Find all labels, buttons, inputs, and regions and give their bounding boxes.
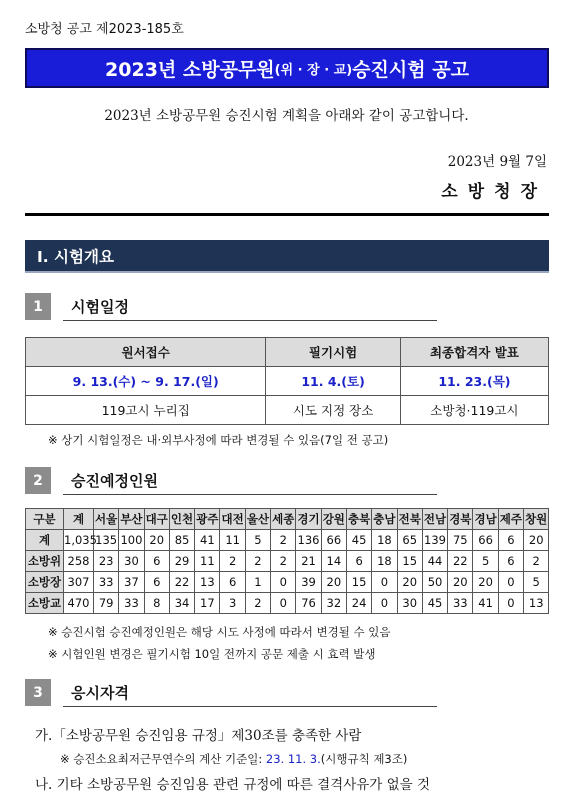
table-header: 원서접수 <box>26 338 266 367</box>
eligibility-note <box>60 751 407 767</box>
note-text: ※ 승진소요최저근무연수의 계산 기준일: <box>60 752 266 766</box>
table-cell: 6 <box>498 530 523 551</box>
announcement-date: 2023년 9월 7일 <box>447 154 547 170</box>
divider <box>25 213 549 216</box>
table-cell: 24 <box>346 593 371 614</box>
table-cell: 6 <box>144 572 169 593</box>
table-cell: 5 <box>524 572 549 593</box>
table-cell: 33 <box>119 593 144 614</box>
personnel-note: ※ 승진시험 승진예정인원은 해당 시도 사정에 따라서 변경될 수 있음 <box>48 625 391 639</box>
table-cell: 2 <box>271 530 296 551</box>
table-cell: 34 <box>169 593 194 614</box>
table-cell: 2 <box>524 551 549 572</box>
table-header: 경북 <box>448 509 473 530</box>
table-cell: 0 <box>372 593 397 614</box>
table-cell: 119고시 누리집 <box>26 396 266 425</box>
table-cell: 79 <box>94 593 119 614</box>
personnel-note: ※ 시험인원 변경은 필기시험 10일 전까지 공문 제출 시 효력 발생 <box>48 647 376 661</box>
table-cell: 37 <box>119 572 144 593</box>
table-cell: 41 <box>473 593 498 614</box>
table-cell: 139 <box>422 530 447 551</box>
subsection-label: 응시자격 <box>71 684 129 702</box>
table-cell: 18 <box>372 551 397 572</box>
subsection-label: 승진예정인원 <box>71 472 158 490</box>
subsection-underline <box>63 320 437 321</box>
table-cell: 470 <box>64 593 94 614</box>
table-cell: 11. 23.(목) <box>400 367 548 396</box>
row-header: 소방장 <box>26 572 64 593</box>
subsection-heading-personnel <box>25 467 158 494</box>
table-cell: 3 <box>220 593 245 614</box>
table-cell: 11. 4.(토) <box>266 367 400 396</box>
row-header: 계 <box>26 530 64 551</box>
subsection-underline <box>63 706 437 707</box>
table-header: 서울 <box>94 509 119 530</box>
row-header: 소방교 <box>26 593 64 614</box>
issuing-agency: 소방청장 <box>441 182 547 202</box>
table-cell: 135 <box>94 530 119 551</box>
table-cell: 32 <box>321 593 346 614</box>
table-cell: 14 <box>321 551 346 572</box>
table-header: 충북 <box>346 509 371 530</box>
table-cell: 8 <box>144 593 169 614</box>
page-title <box>25 48 549 88</box>
subsection-underline <box>63 494 437 495</box>
table-cell: 2 <box>220 551 245 572</box>
table-header: 제주 <box>498 509 523 530</box>
table-cell: 30 <box>397 593 422 614</box>
table-cell: 22 <box>169 572 194 593</box>
section-heading: Ⅰ. 시험개요 <box>25 240 549 273</box>
table-cell: 0 <box>498 593 523 614</box>
table-cell: 1 <box>245 572 270 593</box>
table-cell: 20 <box>321 572 346 593</box>
table-cell: 0 <box>271 572 296 593</box>
table-header: 최종합격자 발표 <box>400 338 548 367</box>
table-cell: 1,035 <box>64 530 94 551</box>
table-cell: 20 <box>397 572 422 593</box>
table-header: 울산 <box>245 509 270 530</box>
table-header: 대구 <box>144 509 169 530</box>
subsection-heading-eligibility <box>25 679 129 706</box>
table-header: 창원 <box>524 509 549 530</box>
table-cell: 45 <box>422 593 447 614</box>
table-cell: 100 <box>119 530 144 551</box>
subsection-number: 1 <box>25 293 51 320</box>
table-cell: 39 <box>296 572 321 593</box>
table-header: 구분 <box>26 509 64 530</box>
table-row <box>26 572 549 593</box>
table-row <box>26 551 549 572</box>
table-cell: 2 <box>271 551 296 572</box>
table-header: 필기시험 <box>266 338 400 367</box>
table-cell: 6 <box>346 551 371 572</box>
table-header: 전남 <box>422 509 447 530</box>
table-cell: 6 <box>220 572 245 593</box>
table-cell: 66 <box>321 530 346 551</box>
table-cell: 6 <box>144 551 169 572</box>
table-header: 광주 <box>195 509 220 530</box>
table-cell: 307 <box>64 572 94 593</box>
table-cell: 50 <box>422 572 447 593</box>
table-cell: 20 <box>448 572 473 593</box>
subsection-heading-schedule <box>25 293 129 320</box>
table-row <box>26 530 549 551</box>
table-header: 세종 <box>271 509 296 530</box>
subsection-number: 2 <box>25 467 51 494</box>
table-header: 대전 <box>220 509 245 530</box>
note-text: (시행규칙 제3조) <box>320 752 408 766</box>
table-cell: 5 <box>473 551 498 572</box>
table-cell: 5 <box>245 530 270 551</box>
table-header: 충남 <box>372 509 397 530</box>
table-cell: 2 <box>245 593 270 614</box>
table-header: 강원 <box>321 509 346 530</box>
table-cell: 6 <box>498 551 523 572</box>
eligibility-item-a: 가.「소방공무원 승진임용 규정」제30조를 충족한 사람 <box>35 728 362 744</box>
table-cell: 20 <box>473 572 498 593</box>
table-cell: 0 <box>372 572 397 593</box>
table-cell: 258 <box>64 551 94 572</box>
note-date: 23. 11. 3. <box>265 752 321 766</box>
table-cell: 15 <box>397 551 422 572</box>
table-cell: 13 <box>195 572 220 593</box>
eligibility-item-b: 나. 기타 소방공무원 승진임용 관련 규정에 따른 결격사유가 없을 것 <box>35 777 431 793</box>
table-header: 경기 <box>296 509 321 530</box>
table-cell: 0 <box>271 593 296 614</box>
table-cell: 0 <box>498 572 523 593</box>
table-cell: 76 <box>296 593 321 614</box>
table-cell: 85 <box>169 530 194 551</box>
table-cell: 30 <box>119 551 144 572</box>
subsection-number: 3 <box>25 679 51 706</box>
table-header: 인천 <box>169 509 194 530</box>
table-cell: 9. 13.(수) ~ 9. 17.(일) <box>26 367 266 396</box>
personnel-table <box>25 508 549 614</box>
table-cell: 29 <box>169 551 194 572</box>
table-cell: 소방청·119고시 <box>400 396 548 425</box>
intro-text: 2023년 소방공무원 승진시험 계획을 아래와 같이 공고합니다. <box>104 108 469 124</box>
table-header: 계 <box>64 509 94 530</box>
table-cell: 22 <box>448 551 473 572</box>
table-cell: 65 <box>397 530 422 551</box>
table-cell: 75 <box>448 530 473 551</box>
table-header: 전북 <box>397 509 422 530</box>
table-cell: 11 <box>220 530 245 551</box>
table-cell: 13 <box>524 593 549 614</box>
title-paren: (위 · 장 · 교) <box>274 62 353 78</box>
title-main-b: 승진시험 공고 <box>352 58 469 81</box>
table-cell: 33 <box>94 572 119 593</box>
table-row <box>26 593 549 614</box>
table-cell: 15 <box>346 572 371 593</box>
table-cell: 21 <box>296 551 321 572</box>
table-cell: 17 <box>195 593 220 614</box>
table-cell: 41 <box>195 530 220 551</box>
table-cell: 66 <box>473 530 498 551</box>
schedule-table <box>25 337 549 425</box>
table-cell: 33 <box>448 593 473 614</box>
schedule-note: ※ 상기 시험일정은 내·외부사정에 따라 변경될 수 있음(7일 전 공고) <box>48 433 389 447</box>
table-cell: 11 <box>195 551 220 572</box>
table-cell: 2 <box>245 551 270 572</box>
subsection-label: 시험일정 <box>71 298 129 316</box>
table-cell: 44 <box>422 551 447 572</box>
table-cell: 45 <box>346 530 371 551</box>
document-number: 소방청 공고 제2023-185호 <box>25 22 184 37</box>
table-cell: 18 <box>372 530 397 551</box>
row-header: 소방위 <box>26 551 64 572</box>
table-cell: 20 <box>144 530 169 551</box>
table-header: 경남 <box>473 509 498 530</box>
table-cell: 20 <box>524 530 549 551</box>
table-header: 부산 <box>119 509 144 530</box>
title-main-a: 2023년 소방공무원 <box>105 58 275 81</box>
table-cell: 23 <box>94 551 119 572</box>
table-cell: 136 <box>296 530 321 551</box>
table-cell: 시도 지정 장소 <box>266 396 400 425</box>
